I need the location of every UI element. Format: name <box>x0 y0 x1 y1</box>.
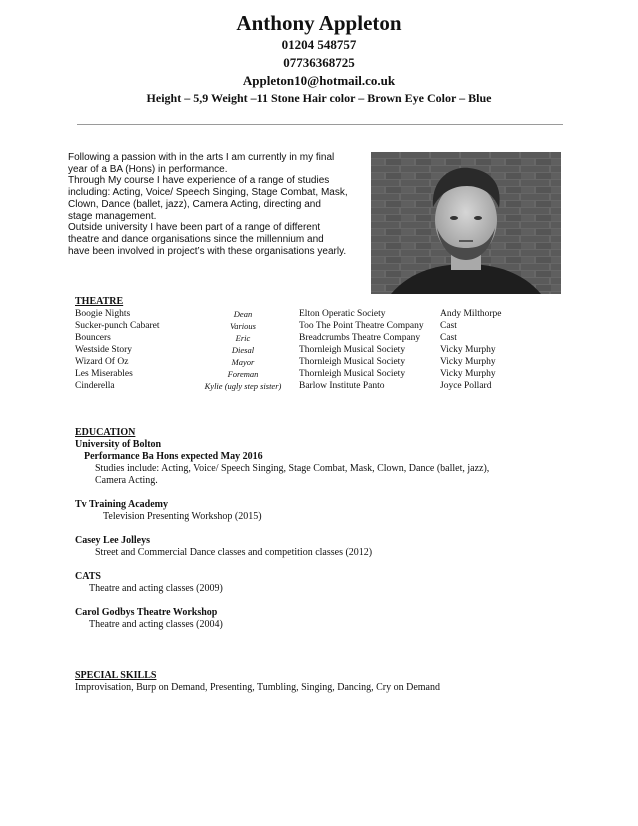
theatre-role: Mayor <box>231 357 255 367</box>
bolton-studies-2: Camera Acting. <box>95 475 158 486</box>
intro-paragraph <box>68 152 348 257</box>
theatre-role: Diesal <box>231 345 255 355</box>
headshot-image <box>371 152 561 294</box>
theatre-director: Vicky Murphy <box>440 369 496 379</box>
theatre-company: Breadcrumbs Theatre Company <box>299 333 421 343</box>
intro-line-2: Through My course I have experience of a range of studies including: Acting, Voice/ Speech Singing, Stage Combat, Mask, Clown, Dance (ballet, jazz), Camera Acting, directing and stage management. <box>68 175 348 222</box>
theatre-row <box>75 332 520 344</box>
theatre-company: Thornleigh Musical Society <box>299 345 406 355</box>
skills-title: SPECIAL SKILLS <box>75 670 157 681</box>
skills-section <box>75 670 440 694</box>
theatre-role: Various <box>230 321 256 331</box>
theatre-table <box>75 308 520 392</box>
theatre-role: Kylie (ugly step sister) <box>204 381 282 391</box>
tv-detail: Television Presenting Workshop (2015) <box>103 511 262 522</box>
theatre-role: Eric <box>235 333 251 343</box>
theatre-director: Vicky Murphy <box>440 357 496 367</box>
theatre-role: Foreman <box>227 369 259 379</box>
physical-stats: Height – 5,9 Weight –11 Stone Hair color – Brown Eye Color – Blue <box>146 91 492 105</box>
theatre-role: Dean <box>233 309 253 319</box>
theatre-show: Cinderella <box>75 381 115 391</box>
theatre-director: Joyce Pollard <box>440 381 492 391</box>
theatre-row <box>75 356 520 368</box>
applicant-name: Anthony Appleton <box>236 11 402 35</box>
phone-mobile: 07736368725 <box>283 55 355 70</box>
theatre-row <box>75 320 520 332</box>
theatre-section <box>75 296 520 392</box>
theatre-show: Wizard Of Oz <box>75 357 129 367</box>
intro-line-3: Outside university I have been part of a range of different theatre and dance organisations since the millennium and have been involved in project’s with these organisations yearly. <box>68 222 347 257</box>
theatre-show: Westside Story <box>75 345 133 355</box>
bolton-name: University of Bolton <box>75 439 162 450</box>
cv-header <box>0 10 638 106</box>
theatre-company: Too The Point Theatre Company <box>299 321 424 331</box>
bolton-course: Performance Ba Hons expected May 2016 <box>84 451 263 462</box>
education-section <box>75 427 489 631</box>
casey-name: Casey Lee Jolleys <box>75 535 150 546</box>
intro-line-1: Following a passion with in the arts I am currently in my final year of a BA (Hons) in performance. <box>68 152 335 175</box>
theatre-director: Cast <box>440 333 457 343</box>
theatre-company: Barlow Institute Panto <box>299 381 385 391</box>
theatre-show: Les Miserables <box>75 369 133 379</box>
cats-name: CATS <box>75 571 101 582</box>
theatre-row <box>75 344 520 356</box>
cats-detail: Theatre and acting classes (2009) <box>89 583 223 594</box>
theatre-director: Vicky Murphy <box>440 345 496 355</box>
email-address[interactable]: Appleton10@hotmail.co.uk <box>242 73 396 88</box>
casey-detail: Street and Commercial Dance classes and competition classes (2012) <box>95 547 373 558</box>
theatre-show: Boogie Nights <box>75 309 131 319</box>
theatre-row <box>75 368 520 380</box>
header-divider <box>77 124 563 125</box>
theatre-director: Andy Milthorpe <box>440 309 502 319</box>
tv-name: Tv Training Academy <box>75 499 168 510</box>
theatre-show: Bouncers <box>75 333 111 343</box>
carol-detail: Theatre and acting classes (2004) <box>89 619 223 630</box>
skills-text: Improvisation, Burp on Demand, Presenting, Tumbling, Singing, Dancing, Cry on Demand <box>75 682 440 693</box>
bolton-studies-1: Studies include: Acting, Voice/ Speech Singing, Stage Combat, Mask, Clown, Dance (ballet, jazz), <box>95 463 490 474</box>
theatre-row <box>75 308 520 320</box>
theatre-director: Cast <box>440 321 457 331</box>
phone-landline: 01204 548757 <box>281 37 357 52</box>
headshot-photo <box>371 152 561 294</box>
theatre-title: THEATRE <box>75 296 124 307</box>
education-title: EDUCATION <box>75 427 136 438</box>
carol-name: Carol Godbys Theatre Workshop <box>75 607 218 618</box>
theatre-row <box>75 380 520 392</box>
theatre-company: Thornleigh Musical Society <box>299 357 406 367</box>
theatre-company: Elton Operatic Society <box>299 309 386 319</box>
theatre-show: Sucker-punch Cabaret <box>75 321 160 331</box>
theatre-company: Thornleigh Musical Society <box>299 369 406 379</box>
